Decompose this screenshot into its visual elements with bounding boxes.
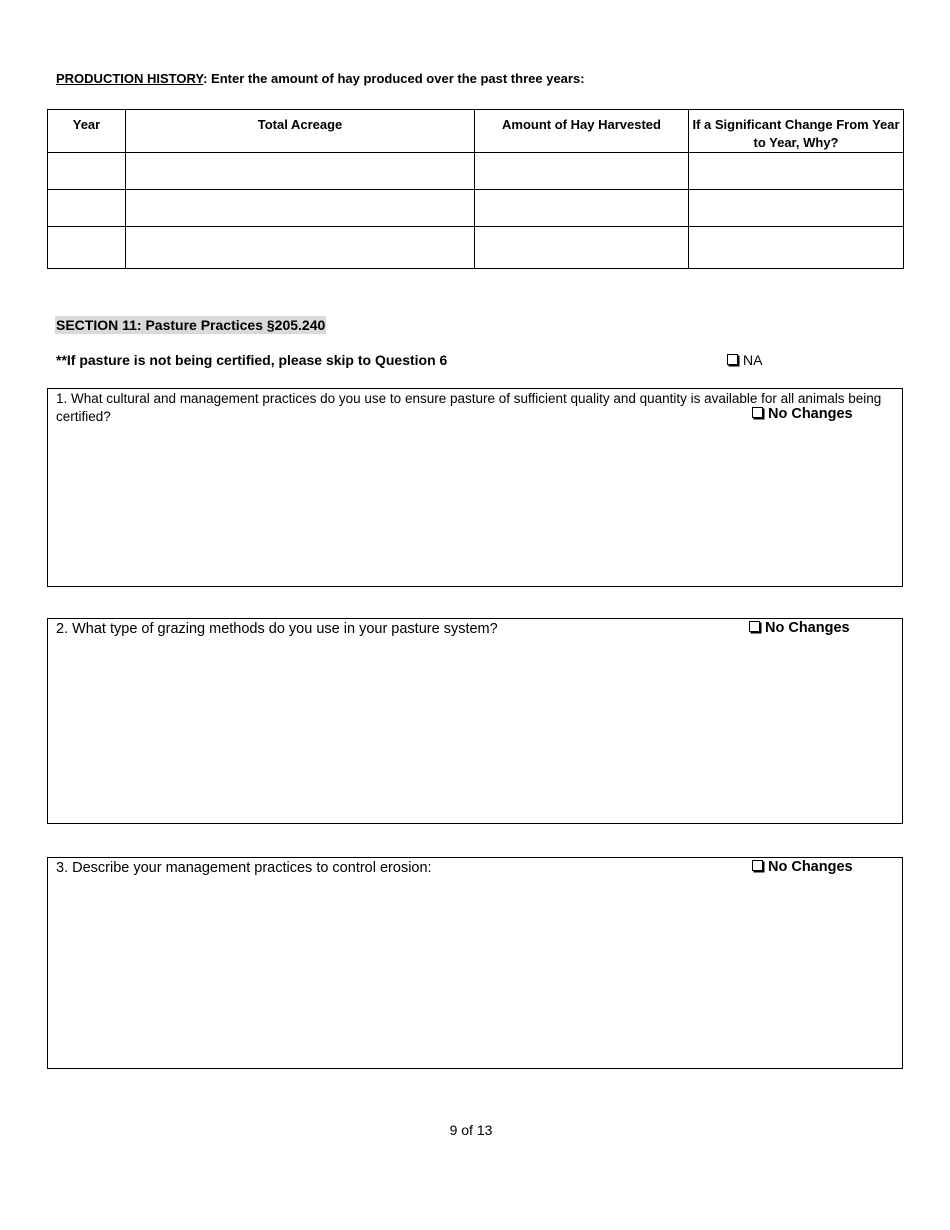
hay-harvested-cell[interactable] bbox=[475, 227, 689, 269]
page-number: 9 of 13 bbox=[449, 1122, 493, 1138]
column-header-total-acreage: Total Acreage bbox=[126, 110, 475, 153]
na-label: NA bbox=[743, 352, 763, 368]
column-header-change-reason: If a Significant Change From Year to Year, Why? bbox=[689, 110, 904, 153]
production-history-instructions: : Enter the amount of hay produced over the past three years: bbox=[203, 71, 585, 86]
year-cell[interactable] bbox=[48, 227, 126, 269]
table-row bbox=[48, 190, 904, 227]
question-2-answer-box[interactable] bbox=[47, 618, 903, 824]
question-3-answer-box[interactable] bbox=[47, 857, 903, 1069]
total-acreage-cell[interactable] bbox=[126, 227, 475, 269]
change-reason-cell[interactable] bbox=[689, 153, 904, 190]
table-header-row bbox=[48, 110, 904, 153]
change-reason-cell[interactable] bbox=[689, 190, 904, 227]
total-acreage-cell[interactable] bbox=[126, 153, 475, 190]
question-3-no-changes-option[interactable] bbox=[752, 859, 853, 875]
question-2-no-changes-option[interactable] bbox=[749, 620, 850, 636]
table-row bbox=[48, 153, 904, 190]
no-changes-checkbox[interactable] bbox=[749, 621, 760, 632]
question-3-text: 3. Describe your management practices to control erosion: bbox=[56, 860, 432, 876]
year-cell[interactable] bbox=[48, 153, 126, 190]
column-header-hay-harvested: Amount of Hay Harvested bbox=[475, 110, 689, 153]
no-changes-checkbox[interactable] bbox=[752, 407, 763, 418]
no-changes-label: No Changes bbox=[768, 406, 853, 422]
no-changes-checkbox[interactable] bbox=[752, 860, 763, 871]
hay-production-table bbox=[47, 109, 904, 269]
no-changes-label: No Changes bbox=[765, 620, 850, 636]
year-cell[interactable] bbox=[48, 190, 126, 227]
section-title: SECTION 11: Pasture Practices §205.240 bbox=[56, 317, 326, 333]
hay-harvested-cell[interactable] bbox=[475, 153, 689, 190]
production-history-heading bbox=[56, 71, 585, 86]
question-2-text: 2. What type of grazing methods do you use in your pasture system? bbox=[56, 621, 498, 637]
question-1-no-changes-option[interactable] bbox=[752, 406, 853, 422]
na-checkbox[interactable] bbox=[727, 354, 738, 365]
table-row bbox=[48, 227, 904, 269]
question-1-answer-box[interactable] bbox=[47, 388, 903, 587]
no-changes-label: No Changes bbox=[768, 859, 853, 875]
production-history-label: PRODUCTION HISTORY bbox=[56, 71, 204, 86]
hay-harvested-cell[interactable] bbox=[475, 190, 689, 227]
total-acreage-cell[interactable] bbox=[126, 190, 475, 227]
column-header-year: Year bbox=[48, 110, 126, 153]
question-1-text: 1. What cultural and management practices do you use to ensure pasture of sufficient quality and quantity is available for all animals being certified? bbox=[56, 391, 882, 424]
change-reason-cell[interactable] bbox=[689, 227, 904, 269]
skip-instruction: **If pasture is not being certified, please skip to Question 6 bbox=[56, 352, 448, 368]
na-option[interactable] bbox=[727, 352, 762, 368]
